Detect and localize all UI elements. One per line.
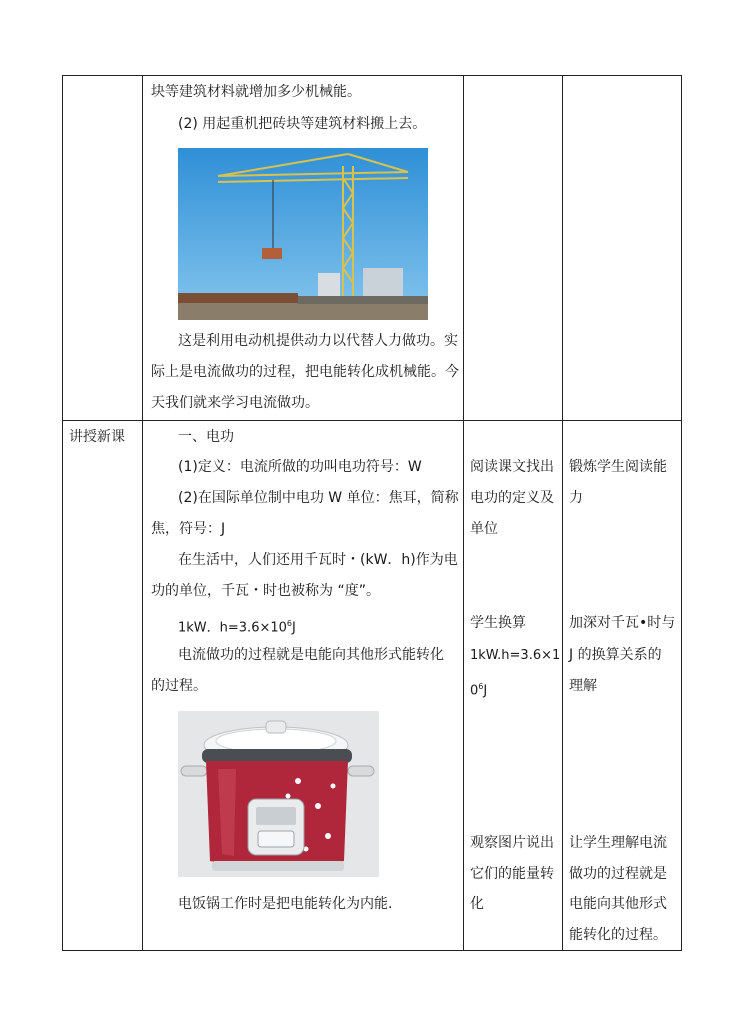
unit-line1: (2)在国际单位制中电功 W 单位：焦耳，简称 (178, 490, 459, 506)
intent-2-line1: 加深对千瓦•时与 (569, 615, 676, 631)
student-activity-2-line3 (470, 671, 487, 706)
conversion-exponent: 6 (286, 619, 292, 628)
conversion-formula (178, 608, 296, 643)
student-activity-1-line1: 阅读课文找出 (470, 459, 554, 475)
conversion-unit: J (292, 620, 296, 636)
student-activity-2-unit: J (483, 683, 488, 699)
process-line1: 电流做功的过程就是电能向其他形式能转化 (178, 647, 444, 663)
student-activity-2-line1: 学生换算 (470, 615, 526, 631)
unit-line2: 焦，符号：J (151, 521, 226, 537)
life-line1: 在生活中，人们还用千瓦时・(kW．h)作为电 (178, 552, 458, 568)
row1-para-line2: 际上是电流做功的过程，把电能转化成机械能。今 (151, 364, 459, 380)
intent-3-line2: 做功的过程就是 (569, 866, 667, 882)
row1-line1: 块等建筑材料就增加多少机械能。 (151, 84, 361, 100)
student-activity-3-line3: 化 (470, 896, 484, 912)
intent-3-line4: 能转化的过程。 (569, 927, 667, 943)
figure-caption: 电饭锅工作时是把电能转化为内能. (178, 896, 393, 912)
intent-3-line3: 电能向其他形式 (569, 896, 667, 912)
intent-2-line3: 理解 (569, 678, 597, 694)
row1-line2: (2) 用起重机把砖块等建筑材料搬上去。 (178, 116, 427, 132)
stage-label: 讲授新课 (69, 429, 125, 445)
row1-para-line1: 这是利用电动机提供动力以代替人力做功。实 (178, 333, 458, 349)
student-activity-2-zero: 0 (470, 683, 479, 699)
crane-photo (178, 148, 428, 320)
intent-1-line1: 锻炼学生阅读能 (569, 459, 667, 475)
life-line2: 功的单位，千瓦・时也被称为 “度”。 (151, 583, 380, 599)
definition-line: (1)定义：电流所做的功叫电功符号：W (178, 459, 422, 475)
process-line2: 的过程。 (151, 678, 207, 694)
conversion-base: 1kW．h=3.6×10 (178, 620, 287, 636)
intent-1-line2: 力 (569, 490, 583, 506)
intent-2-line2: J 的换算关系的 (569, 647, 662, 663)
row1-para-line3: 天我们就来学习电流做功。 (151, 395, 319, 411)
student-activity-1-line3: 单位 (470, 521, 498, 537)
student-activity-3-line2: 它们的能量转 (470, 866, 554, 882)
section-heading: 一、电功 (178, 429, 234, 445)
intent-3-line1: 让学生理解电流 (569, 835, 667, 851)
student-activity-3-line1: 观察图片说出 (470, 835, 554, 851)
student-activity-2-exponent: 6 (478, 682, 484, 691)
student-activity-2-line2: 1kW.h=3.6×1 (470, 648, 561, 663)
student-activity-1-line2: 电功的定义及 (470, 490, 554, 506)
rice-cooker-photo (178, 711, 379, 877)
